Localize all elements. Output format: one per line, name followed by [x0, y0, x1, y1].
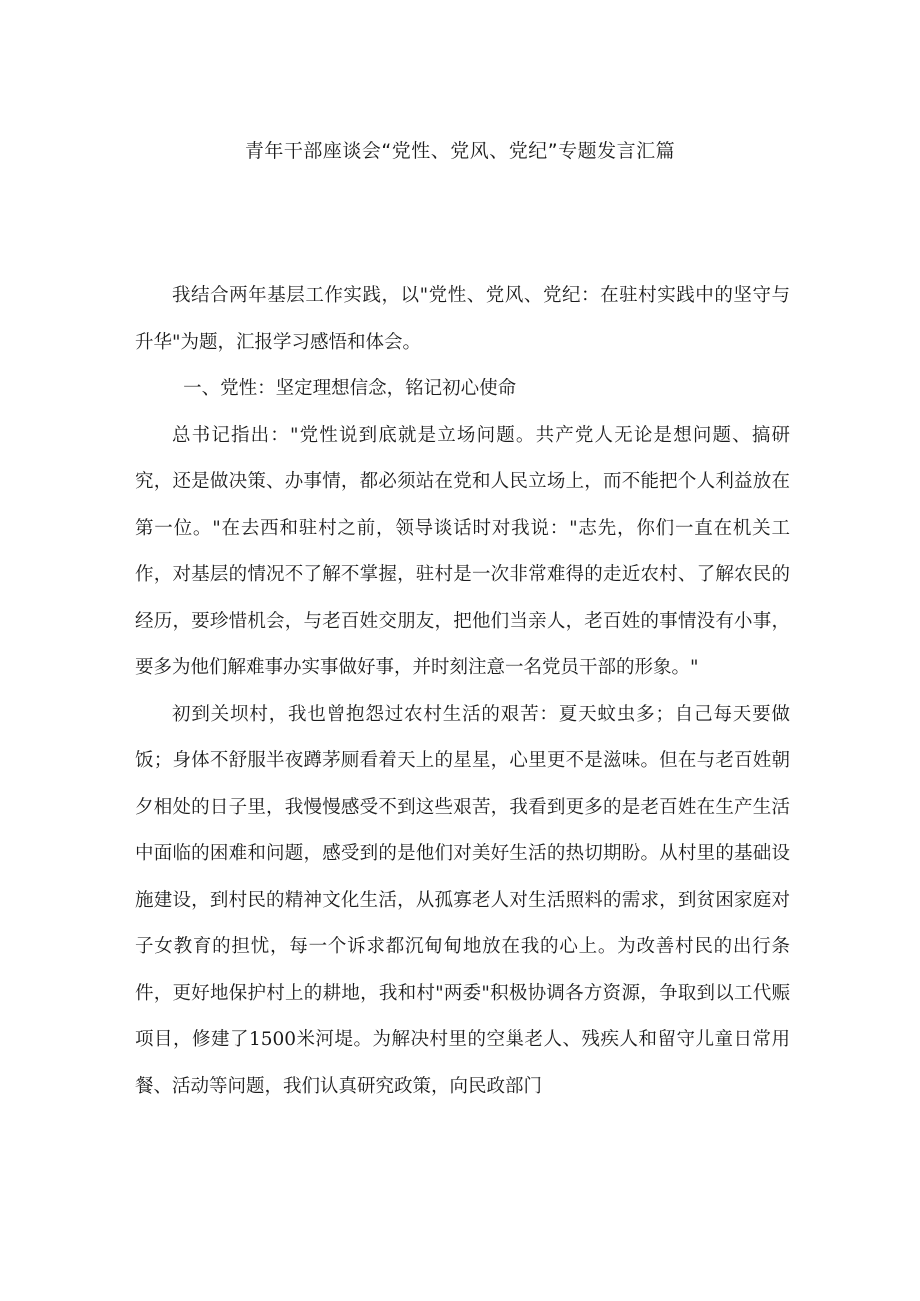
section-heading: 一、党性：坚定理想信念，铭记初心使命	[183, 378, 517, 399]
intro-paragraph: 我结合两年基层工作实践，以"党性、党风、党纪：在驻村实践中的坚守与升华"为题，汇报学习感悟和体会。	[135, 285, 790, 353]
body-paragraph-2: 初到关坝村，我也曾抱怨过农村生活的艰苦：夏天蚊虫多；自己每天要做饭；身体不舒服半夜蹲茅厕看着天上的星星，心里更不是滋味。但在与老百姓朝夕相处的日子里，我慢慢感受不到这些艰苦，我看到更多的是老百姓在生产生活中面临的困难和问题，感受到的是他们对美好生活的热切期盼。从村里的基础设施建设，到村民的精神文化生活，从孤寡老人对生活照料的需求，到贫困家庭对子女教育的担忧，每一个诉求都沉甸甸地放在我的心上。为改善村民的出行条件，更好地保护村上的耕地，我和村"两委"积极协调各方资源，争取到以工代赈项目，修建了1500米河堤。为解决村里的空巢老人、残疾人和留守儿童日常用餐、活动等问题，我们认真研究政策，向民政部门	[135, 703, 790, 1097]
document-body	[135, 273, 790, 1110]
body-paragraph-1: 总书记指出："党性说到底就是立场问题。共产党人无论是想问题、搞研究，还是做决策、办事情，都必须站在党和人民立场上，而不能把个人利益放在第一位。"在去西和驻村之前，领导谈话时对我说："志先，你们一直在机关工作，对基层的情况不了解不掌握，驻村是一次非常难得的走近农村、了解农民的经历，要珍惜机会，与老百姓交朋友，把他们当亲人，老百姓的事情没有小事，要多为他们解难事办实事做好事，并时刻注意一名党员干部的形象。"	[135, 424, 790, 678]
document-title: 青年干部座谈会“党性、党风、党纪”专题发言汇篇	[244, 140, 676, 162]
